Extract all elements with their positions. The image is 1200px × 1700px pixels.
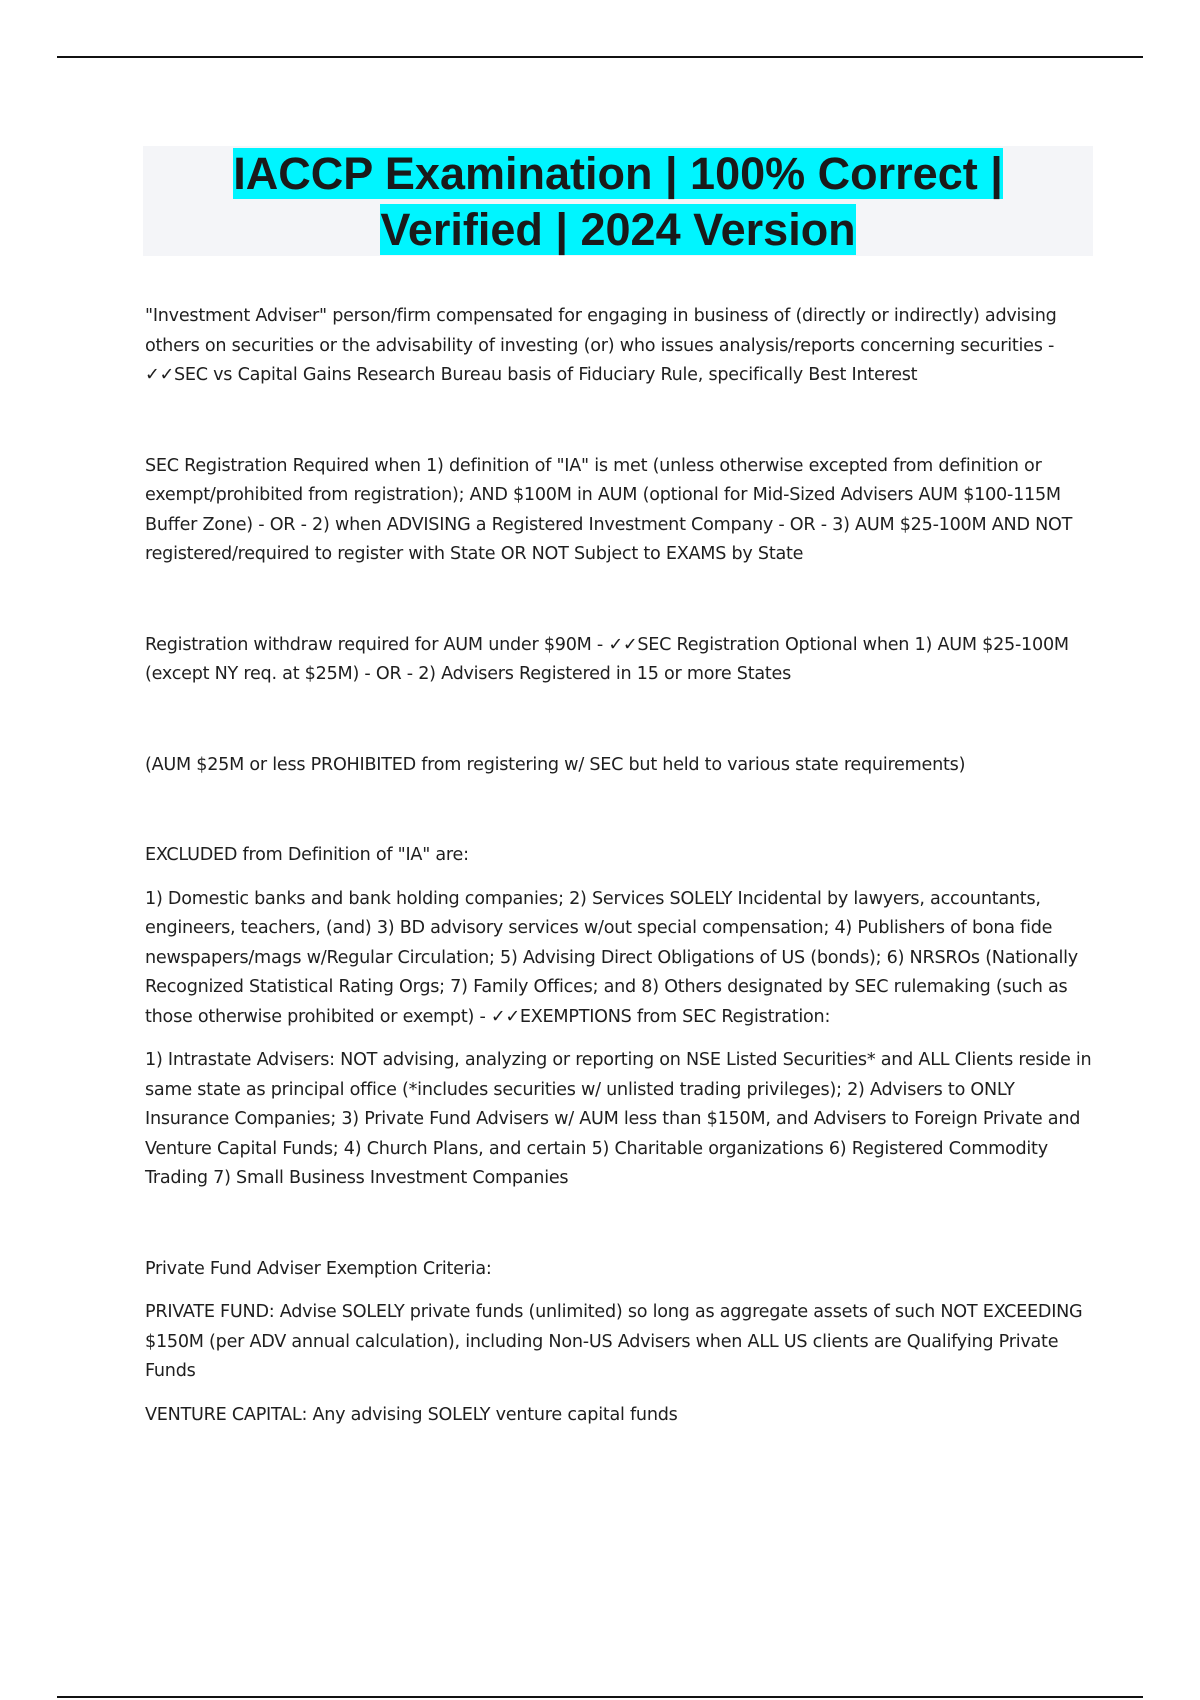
title-box bbox=[143, 146, 1093, 256]
paragraph-excluded-heading: EXCLUDED from Definition of "IA" are: bbox=[145, 845, 469, 865]
paragraph-private-fund: PRIVATE FUND: Advise SOLELY private funds (unlimited) so long as aggregate assets of such NOT EXCEEDING $150M (per ADV annual calculation), including Non-US Advisers when ALL US clients are Qualifying Private Funds bbox=[145, 1302, 1083, 1381]
paragraph-private-fund-heading: Private Fund Adviser Exemption Criteria: bbox=[145, 1258, 492, 1279]
document-body bbox=[145, 302, 1095, 1430]
paragraph-aum-prohibited: (AUM $25M or less PROHIBITED from registering w/ SEC but held to various state requirements) bbox=[145, 754, 966, 775]
paragraph-excluded-list: 1) Domestic banks and bank holding companies; 2) Services SOLELY Incidental by lawyers, accountants, engineers, teachers, (and) 3) BD advisory services w/out special compensation; 4) Publishers of bona fide newspapers/mags w/Regular Circulation; 5) Advising Direct Obligations of US (bonds); 6) NRSROs (Nationally Recognized Statistical Rating Orgs; 7) Family Offices; and 8) Others designated by SEC rulemaking (such as those otherwise prohibited or exempt) - ✓✓EXEMPTIONS from SEC Registration: bbox=[145, 888, 1078, 1027]
paragraph-sec-registration-required: SEC Registration Required when 1) definition of "IA" is met (unless otherwise excepted from definition or exempt/prohibited from registration); AND $100M in AUM (optional for Mid-Sized Advisers AUM $100-115M Buffer Zone) - OR - 2) when ADVISING a Registered Investment Company - OR - 3) AUM $25-100M AND NOT registered/required to register with State OR NOT Subject to EXAMS by State bbox=[145, 455, 1073, 564]
paragraph-investment-adviser: "Investment Adviser" person/firm compensated for engaging in business of (directly or indirectly) advising others on securities or the advisability of investing (or) who issues analysis/reports concerning securities - ✓✓SEC vs Capital Gains Research Bureau basis of Fiduciary Rule, specifically Best Interest bbox=[145, 306, 1057, 385]
bottom-rule bbox=[57, 1696, 1143, 1698]
document-title-line-1: IACCP Examination | 100% Correct | bbox=[233, 148, 1003, 199]
paragraph-exemptions-list: 1) Intrastate Advisers: NOT advising, analyzing or reporting on NSE Listed Securities* and ALL Clients reside in same state as principal office (*includes securities w/ unlisted trading privileges); 2) Advisers to ONLY Insurance Companies; 3) Private Fund Advisers w/ AUM less than $150M, and Advisers to Foreign Private and Venture Capital Funds; 4) Church Plans, and certain 5) Charitable organizations 6) Registered Commodity Trading 7) Small Business Investment Companies bbox=[145, 1050, 1092, 1188]
paragraph-venture-capital: VENTURE CAPITAL: Any advising SOLELY venture capital funds bbox=[145, 1404, 678, 1425]
document-title-line-2: Verified | 2024 Version bbox=[380, 204, 856, 255]
top-rule bbox=[57, 56, 1143, 58]
paragraph-registration-withdraw: Registration withdraw required for AUM under $90M - ✓✓SEC Registration Optional when 1) AUM $25-100M (except NY req. at $25M) - OR - 2) Advisers Registered in 15 or more States bbox=[145, 634, 1069, 684]
